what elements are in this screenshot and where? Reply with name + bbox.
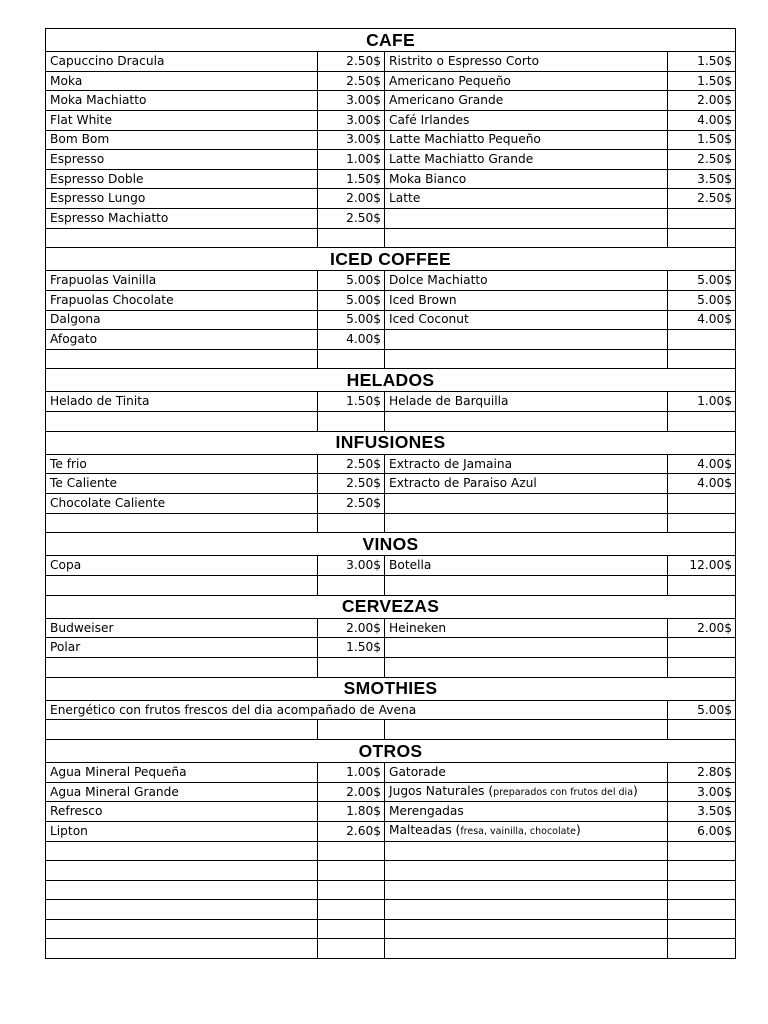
item-price: 1.50$ [668, 52, 736, 72]
section-header [46, 677, 736, 700]
item-name: Flat White [46, 110, 318, 130]
item-price [668, 657, 736, 677]
menu-row [46, 208, 736, 228]
item-name [385, 939, 668, 959]
item-name: Te frio [46, 454, 318, 474]
item-price: 4.00$ [668, 474, 736, 494]
item-name: Espresso Machiatto [46, 208, 318, 228]
item-price [318, 576, 385, 596]
item-name [385, 880, 668, 900]
item-name [46, 513, 318, 533]
item-name: Gatorade [385, 763, 668, 783]
menu-row [46, 412, 736, 432]
item-price: 3.00$ [318, 130, 385, 150]
item-price: 2.50$ [668, 189, 736, 209]
item-name [385, 513, 668, 533]
item-name: Americano Grande [385, 91, 668, 111]
menu-row [46, 900, 736, 920]
item-price: 4.00$ [668, 110, 736, 130]
item-price: 2.50$ [318, 494, 385, 514]
item-price: 6.00$ [668, 821, 736, 841]
item-name [385, 576, 668, 596]
item-name: Extracto de Paraiso Azul [385, 474, 668, 494]
menu-row [46, 474, 736, 494]
item-price [318, 412, 385, 432]
menu-row [46, 228, 736, 248]
item-price: 2.50$ [668, 150, 736, 170]
menu-row [46, 169, 736, 189]
section-header [46, 369, 736, 392]
menu-row [46, 330, 736, 350]
item-name: Café Irlandes [385, 110, 668, 130]
item-name: Merengadas [385, 802, 668, 822]
item-name [385, 228, 668, 248]
menu-row [46, 618, 736, 638]
section-title: ICED COFFEE [46, 248, 736, 271]
item-price [668, 720, 736, 740]
menu-row [46, 861, 736, 881]
item-price: 2.50$ [318, 474, 385, 494]
item-price: 5.00$ [318, 310, 385, 330]
item-price [668, 900, 736, 920]
item-note-close: ) [576, 823, 581, 838]
item-price: 1.00$ [318, 763, 385, 783]
item-price [318, 349, 385, 369]
menu-row [46, 880, 736, 900]
menu-row [46, 939, 736, 959]
item-name: Copa [46, 556, 318, 576]
item-price: 1.50$ [668, 71, 736, 91]
item-price [668, 638, 736, 658]
item-note: fresa, vainilla, chocolate [460, 826, 577, 838]
item-name [385, 638, 668, 658]
menu-row [46, 494, 736, 514]
item-price: 1.00$ [668, 392, 736, 412]
item-name [385, 841, 668, 861]
item-name [385, 349, 668, 369]
item-price [318, 513, 385, 533]
item-name [46, 657, 318, 677]
menu-row [46, 576, 736, 596]
menu-row [46, 802, 736, 822]
item-price: 5.00$ [668, 271, 736, 291]
item-price: 2.00$ [318, 618, 385, 638]
item-price [318, 228, 385, 248]
item-price [668, 330, 736, 350]
menu-row [46, 657, 736, 677]
item-name: Frapuolas Chocolate [46, 290, 318, 310]
item-name: Heineken [385, 618, 668, 638]
item-name: Bom Bom [46, 130, 318, 150]
item-name [46, 412, 318, 432]
item-name: Afogato [46, 330, 318, 350]
item-name: Latte Machiatto Grande [385, 150, 668, 170]
item-price: 2.00$ [668, 91, 736, 111]
item-price [318, 880, 385, 900]
item-name: Espresso Doble [46, 169, 318, 189]
item-price: 2.80$ [668, 763, 736, 783]
item-name-text: Jugos Naturales ( [389, 784, 494, 799]
item-name [385, 900, 668, 920]
item-price: 3.00$ [318, 110, 385, 130]
item-price: 1.50$ [668, 130, 736, 150]
item-price [668, 861, 736, 881]
menu-row [46, 919, 736, 939]
section-header [46, 29, 736, 52]
item-name [46, 919, 318, 939]
item-name: Budweiser [46, 618, 318, 638]
item-price [318, 861, 385, 881]
item-name [385, 657, 668, 677]
item-name: Espresso Lungo [46, 189, 318, 209]
item-name [385, 821, 668, 841]
section-header [46, 595, 736, 618]
item-name: Te Caliente [46, 474, 318, 494]
item-description: Energético con frutos frescos del dia acompañado de Avena [46, 700, 668, 720]
item-name [46, 720, 318, 740]
menu-row [46, 392, 736, 412]
item-name: Moka [46, 71, 318, 91]
menu-row [46, 513, 736, 533]
section-title: SMOTHIES [46, 677, 736, 700]
menu-row [46, 700, 736, 720]
item-name: Agua Mineral Pequeña [46, 763, 318, 783]
menu-row [46, 271, 736, 291]
item-name [46, 861, 318, 881]
item-name: Botella [385, 556, 668, 576]
item-name [385, 720, 668, 740]
item-note-close: ) [633, 784, 638, 799]
item-name: Refresco [46, 802, 318, 822]
section-header [46, 431, 736, 454]
section-header [46, 739, 736, 762]
item-name: Extracto de Jamaina [385, 454, 668, 474]
item-name: Iced Brown [385, 290, 668, 310]
item-price: 5.00$ [318, 271, 385, 291]
item-price [668, 494, 736, 514]
item-price [318, 657, 385, 677]
item-name: Helade de Barquilla [385, 392, 668, 412]
menu-row [46, 130, 736, 150]
item-price: 1.50$ [318, 638, 385, 658]
item-name [46, 880, 318, 900]
item-name: Americano Pequeño [385, 71, 668, 91]
item-price: 1.50$ [318, 169, 385, 189]
item-price [668, 576, 736, 596]
item-price: 1.00$ [318, 150, 385, 170]
item-price: 3.00$ [318, 91, 385, 111]
section-title: HELADOS [46, 369, 736, 392]
menu-row [46, 556, 736, 576]
item-name [46, 939, 318, 959]
item-name: Agua Mineral Grande [46, 782, 318, 802]
section-title: INFUSIONES [46, 431, 736, 454]
item-name: Iced Coconut [385, 310, 668, 330]
item-name [46, 841, 318, 861]
item-name: Latte Machiatto Pequeño [385, 130, 668, 150]
item-price [318, 841, 385, 861]
section-header [46, 533, 736, 556]
section-header [46, 248, 736, 271]
item-price [318, 919, 385, 939]
item-name: Latte [385, 189, 668, 209]
item-name: Polar [46, 638, 318, 658]
item-price: 12.00$ [668, 556, 736, 576]
item-price: 5.00$ [318, 290, 385, 310]
menu-row [46, 189, 736, 209]
menu-row [46, 763, 736, 783]
item-name: Ristrito o Espresso Corto [385, 52, 668, 72]
menu-row [46, 841, 736, 861]
item-name: Helado de Tinita [46, 392, 318, 412]
item-name [385, 861, 668, 881]
section-title: VINOS [46, 533, 736, 556]
item-price: 4.00$ [668, 454, 736, 474]
item-price: 2.60$ [318, 821, 385, 841]
item-price: 3.50$ [668, 169, 736, 189]
item-price: 2.50$ [318, 454, 385, 474]
item-name [46, 576, 318, 596]
menu-table [45, 28, 736, 959]
menu-row [46, 638, 736, 658]
item-price [668, 919, 736, 939]
item-name: Chocolate Caliente [46, 494, 318, 514]
item-note: preparados con frutos del dia [493, 787, 634, 799]
item-price: 3.50$ [668, 802, 736, 822]
item-name: Espresso [46, 150, 318, 170]
menu-body [46, 29, 736, 959]
item-name [385, 782, 668, 802]
item-name: Dalgona [46, 310, 318, 330]
item-name [385, 494, 668, 514]
menu-row [46, 71, 736, 91]
menu-row [46, 290, 736, 310]
menu-row [46, 91, 736, 111]
menu-row [46, 349, 736, 369]
item-price: 1.50$ [318, 392, 385, 412]
item-name [46, 900, 318, 920]
item-name [385, 208, 668, 228]
item-price [668, 841, 736, 861]
item-price: 2.00$ [318, 782, 385, 802]
item-price: 2.00$ [318, 189, 385, 209]
menu-row [46, 310, 736, 330]
item-price: 2.00$ [668, 618, 736, 638]
item-price [668, 880, 736, 900]
item-price [668, 349, 736, 369]
item-price [318, 939, 385, 959]
item-price [318, 720, 385, 740]
menu-row [46, 150, 736, 170]
menu-row [46, 110, 736, 130]
section-title: OTROS [46, 739, 736, 762]
menu-row [46, 720, 736, 740]
item-name [46, 349, 318, 369]
item-name [46, 228, 318, 248]
item-price: 5.00$ [668, 700, 736, 720]
item-price [668, 228, 736, 248]
item-name [385, 330, 668, 350]
item-price [668, 208, 736, 228]
item-price [668, 513, 736, 533]
item-price [668, 412, 736, 432]
menu-row [46, 52, 736, 72]
item-name: Lipton [46, 821, 318, 841]
section-title: CAFE [46, 29, 736, 52]
item-price [668, 939, 736, 959]
item-price: 3.00$ [318, 556, 385, 576]
menu-row [46, 782, 736, 802]
item-name-text: Malteadas ( [389, 823, 461, 838]
item-name [385, 412, 668, 432]
item-name [385, 919, 668, 939]
item-price: 4.00$ [318, 330, 385, 350]
section-title: CERVEZAS [46, 595, 736, 618]
item-price: 5.00$ [668, 290, 736, 310]
item-price [318, 900, 385, 920]
item-name: Capuccino Dracula [46, 52, 318, 72]
item-price: 2.50$ [318, 208, 385, 228]
menu-row [46, 821, 736, 841]
item-price: 3.00$ [668, 782, 736, 802]
item-price: 2.50$ [318, 52, 385, 72]
item-price: 4.00$ [668, 310, 736, 330]
item-name: Frapuolas Vainilla [46, 271, 318, 291]
item-name: Moka Machiatto [46, 91, 318, 111]
item-name: Moka Bianco [385, 169, 668, 189]
menu-row [46, 454, 736, 474]
item-price: 2.50$ [318, 71, 385, 91]
item-price: 1.80$ [318, 802, 385, 822]
item-name: Dolce Machiatto [385, 271, 668, 291]
